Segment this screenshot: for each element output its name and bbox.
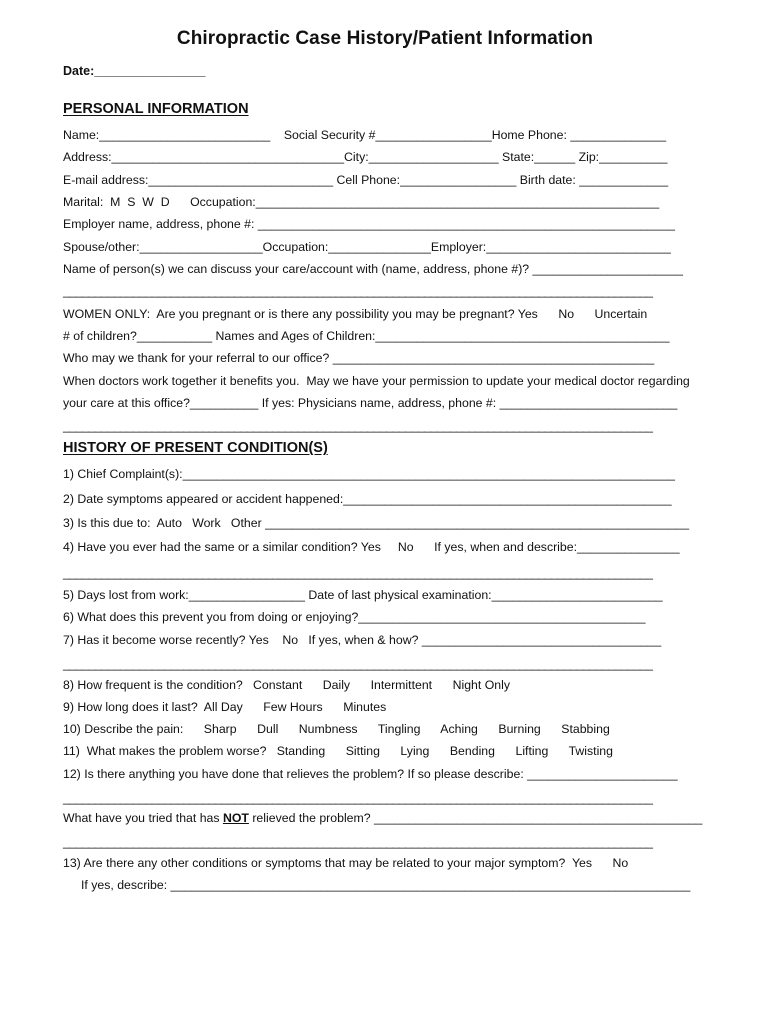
date-symptoms-line[interactable]: 2) Date symptoms appeared or accident happened:________________________________________________ <box>63 492 672 506</box>
not-relieved-field[interactable]: relieved the problem? ________________________________________________ <box>248 811 703 825</box>
not-relieved-text: What have you tried that has <box>63 811 223 825</box>
blank-line[interactable]: _____________________________________________________________________________________________ <box>63 284 653 298</box>
date-field[interactable]: Date:________________ <box>63 64 206 78</box>
blank-line[interactable]: _____________________________________________________________________________________________ <box>63 791 653 805</box>
cause-line[interactable]: 3) Is this due to: Auto Work Other ______________________________________________________________ <box>63 516 690 530</box>
address-line[interactable]: Address:__________________________________City:___________________ State:______ Zip:__________ <box>63 150 668 164</box>
other-conditions-line[interactable]: 13) Are there any other conditions or symptoms that may be related to your major symptom? Yes No <box>63 856 629 870</box>
email-cell-birthdate-line[interactable]: E-mail address:___________________________ Cell Phone:_________________ Birth date: _____________ <box>63 173 669 187</box>
blank-line[interactable]: _____________________________________________________________________________________________ <box>63 566 653 580</box>
duration-line[interactable]: 9) How long does it last? All Day Few Hours Minutes <box>63 700 387 714</box>
chief-complaint-line[interactable]: 1) Chief Complaint(s):________________________________________________________________________ <box>63 467 675 481</box>
permission-line: When doctors work together it benefits you. May we have your permission to update your medical doctor regarding <box>63 374 690 388</box>
describe-line[interactable]: If yes, describe: ____________________________________________________________________________ <box>81 878 691 892</box>
worse-recently-line[interactable]: 7) Has it become worse recently? Yes No If yes, when & how? ___________________________________ <box>63 633 662 647</box>
name-ssn-phone-line[interactable]: Name:_________________________ Social Security #_________________Home Phone: ______________ <box>63 128 667 142</box>
worse-factors-line[interactable]: 11) What makes the problem worse? Standing Sitting Lying Bending Lifting Twisting <box>63 744 613 758</box>
children-line[interactable]: # of children?___________ Names and Ages of Children:___________________________________________ <box>63 329 670 343</box>
spouse-line[interactable]: Spouse/other:__________________Occupation:_______________Employer:___________________________ <box>63 240 671 254</box>
physician-line[interactable]: your care at this office?__________ If yes: Physicians name, address, phone #: __________________________ <box>63 396 678 410</box>
marital-occupation-line[interactable]: Marital: M S W D Occupation:___________________________________________________________ <box>63 195 660 209</box>
history-heading: HISTORY OF PRESENT CONDITION(S) <box>63 440 328 456</box>
form-title: Chiropractic Case History/Patient Information <box>176 28 594 49</box>
frequency-line[interactable]: 8) How frequent is the condition? Constant Daily Intermittent Night Only <box>63 678 510 692</box>
blank-line[interactable]: _____________________________________________________________________________________________ <box>63 419 653 433</box>
blank-line[interactable]: _____________________________________________________________________________________________ <box>63 835 653 849</box>
referral-line[interactable]: Who may we thank for your referral to our office? _______________________________________________ <box>63 351 655 365</box>
prevents-line[interactable]: 6) What does this prevent you from doing or enjoying?__________________________________________ <box>63 610 646 624</box>
not-emphasis: NOT <box>222 811 249 825</box>
women-only-line[interactable]: WOMEN ONLY: Are you pregnant or is there any possibility you may be pregnant? Yes No Uncertain <box>63 307 648 321</box>
not-relieved-line[interactable] <box>63 810 702 826</box>
personal-information-heading: PERSONAL INFORMATION <box>63 101 249 117</box>
employer-line[interactable]: Employer name, address, phone #: _____________________________________________________________ <box>63 217 675 231</box>
similar-condition-line[interactable]: 4) Have you ever had the same or a similar condition? Yes No If yes, when and describe:_______________ <box>63 540 680 554</box>
pain-description-line[interactable]: 10) Describe the pain: Sharp Dull Numbness Tingling Aching Burning Stabbing <box>63 722 610 736</box>
care-contact-line[interactable]: Name of person(s) we can discuss your care/account with (name, address, phone #)? ______________________ <box>63 262 684 276</box>
blank-line[interactable]: _____________________________________________________________________________________________ <box>63 657 653 671</box>
days-lost-line[interactable]: 5) Days lost from work:_________________ Date of last physical examination:_________________________ <box>63 588 663 602</box>
relief-line[interactable]: 12) Is there anything you have done that relieves the problem? If so please describe: ______________________ <box>63 767 678 781</box>
